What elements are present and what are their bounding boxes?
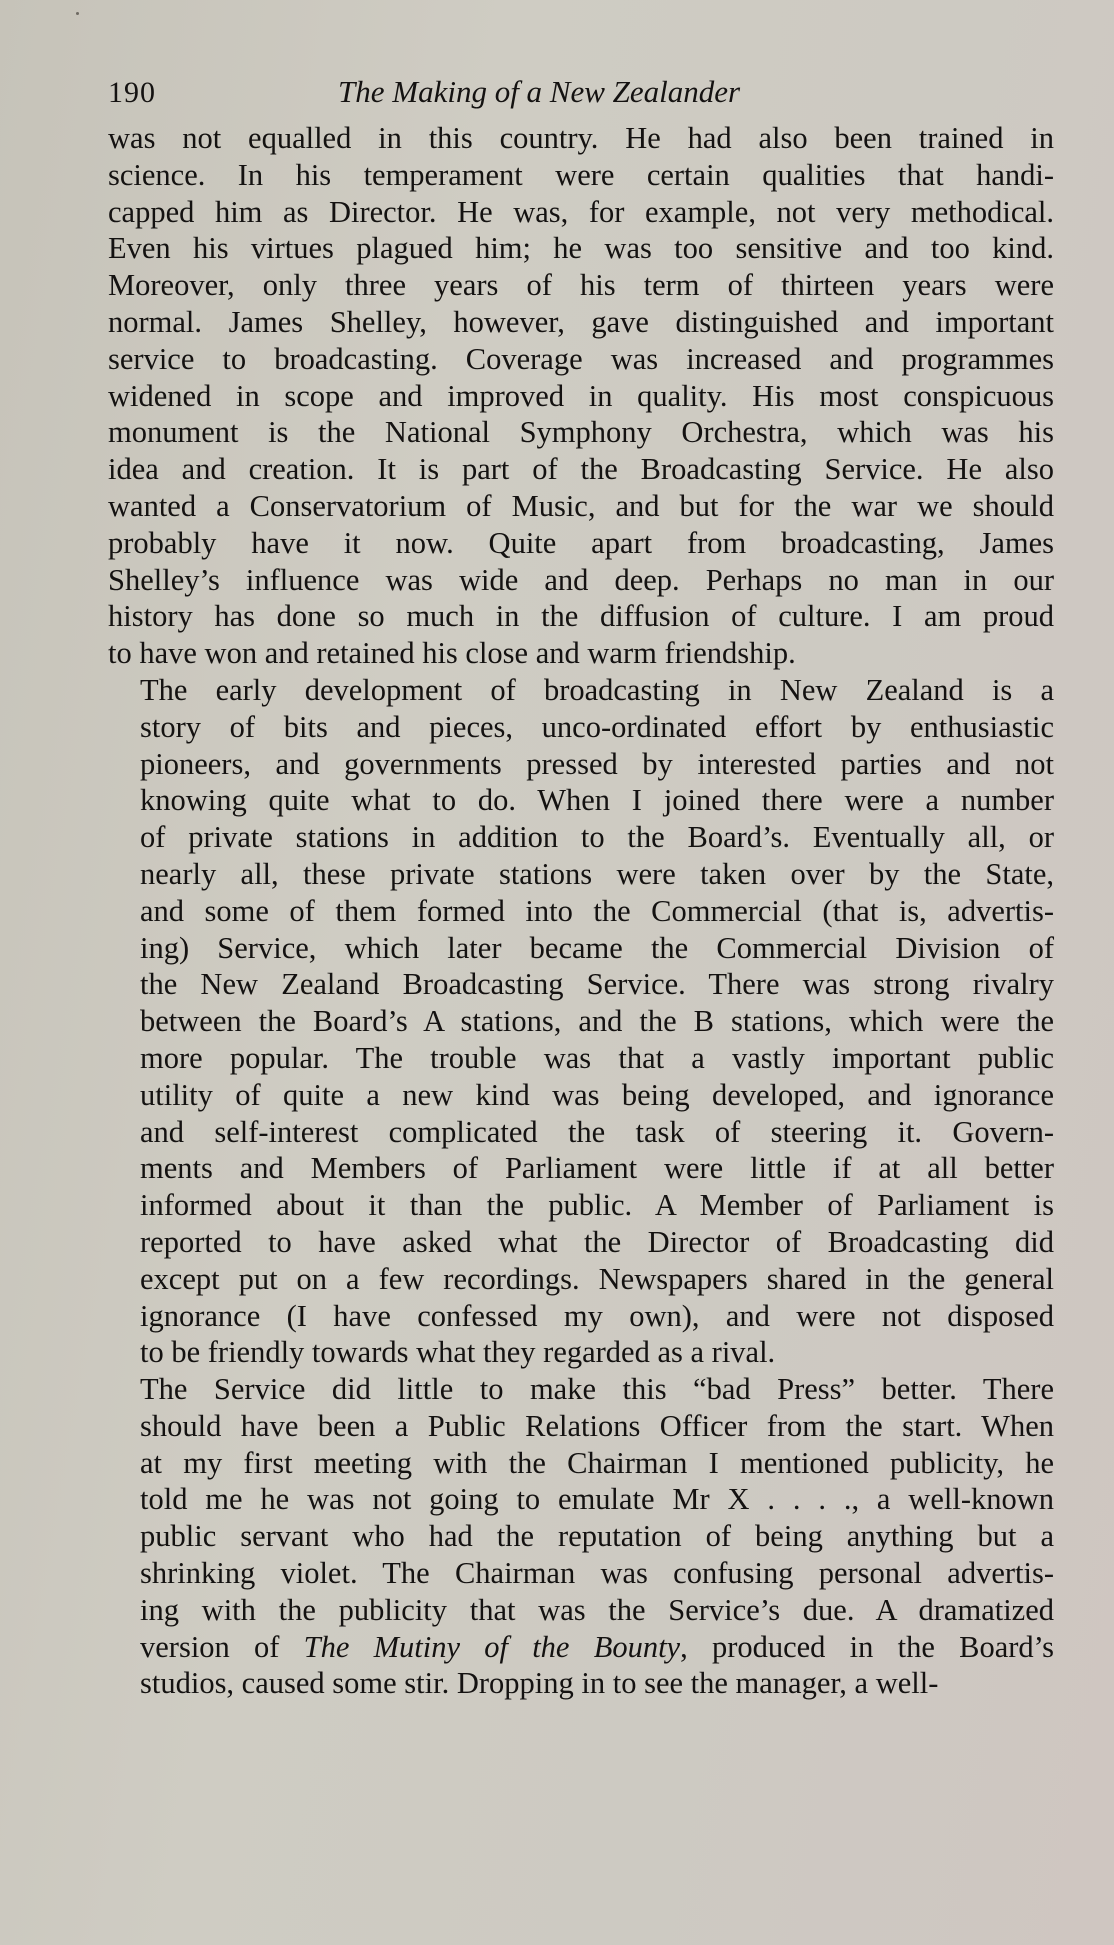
text-line: ments and Members of Parliament were little if at all better [140, 1151, 1054, 1186]
text-line: was not equalled in this country. He had also been trained in [108, 121, 1054, 155]
text-line: knowing quite what to do. When I joined there were a number [140, 783, 1054, 818]
dust-speck [76, 12, 79, 15]
text-line: The Service did little to make this “bad Press” better. There [140, 1372, 1054, 1407]
text-line: told me he was not going to emulate Mr X . . . ., a well-known [140, 1482, 1054, 1517]
text-line: of private stations in addition to the Board’s. Eventually all, or [140, 820, 1054, 855]
text-line: widened in scope and improved in quality. His most conspicuous [108, 378, 1054, 413]
text-line: and some of them formed into the Commercial (that is, advertis- [140, 893, 1054, 928]
text-line: The early development of broadcasting in New Zealand is a [140, 672, 1054, 707]
text-line: version of The Mutiny of the Bounty, produced in the Board’s [140, 1629, 1054, 1664]
text-line: ing) Service, which later became the Commercial Division of [140, 930, 1054, 965]
body-text [108, 120, 1054, 1702]
book-title: The Making of a New Zealander [338, 74, 741, 109]
text-line: normal. James Shelley, however, gave distinguished and important [108, 304, 1054, 339]
italic-title: The Mutiny of the Bounty [303, 1629, 681, 1664]
book-page [108, 66, 1054, 1702]
text-line: history has done so much in the diffusion of culture. I am proud [108, 599, 1054, 634]
text-line: studios, caused some stir. Dropping in to see the manager, a well- [140, 1666, 939, 1701]
text-line: pioneers, and governments pressed by interested parties and not [140, 746, 1054, 781]
text-line: monument is the National Symphony Orchestra, which was his [108, 415, 1054, 450]
text-line: between the Board’s A stations, and the B stations, which were the [140, 1004, 1054, 1039]
running-head [108, 66, 1054, 120]
text-line: informed about it than the public. A Member of Parliament is [140, 1188, 1054, 1223]
text-line: ing with the publicity that was the Service’s due. A dramatized [140, 1592, 1054, 1627]
text-line: ignorance (I have confessed my own), and were not disposed [140, 1298, 1054, 1333]
text-line: Even his virtues plagued him; he was too sensitive and too kind. [108, 231, 1054, 266]
text-line: utility of quite a new kind was being developed, and ignorance [140, 1077, 1054, 1112]
text-line: and self-interest complicated the task of steering it. Govern- [140, 1114, 1054, 1149]
text-line: Shelley’s influence was wide and deep. Perhaps no man in our [108, 562, 1054, 597]
text-line: capped him as Director. He was, for example, not very methodical. [108, 194, 1054, 229]
text-line: should have been a Public Relations Officer from the start. When [140, 1408, 1054, 1443]
text-line: idea and creation. It is part of the Broadcasting Service. He also [108, 452, 1054, 487]
text-line: service to broadcasting. Coverage was increased and programmes [108, 341, 1054, 376]
text-line: probably have it now. Quite apart from broadcasting, James [108, 525, 1054, 560]
text-line: public servant who had the reputation of being anything but a [140, 1519, 1054, 1554]
text-line: the New Zealand Broadcasting Service. There was strong rivalry [140, 967, 1054, 1002]
text-line: Moreover, only three years of his term of thirteen years were [108, 268, 1054, 303]
page-number: 190 [108, 76, 156, 109]
text-line: more popular. The trouble was that a vastly important public [140, 1040, 1054, 1075]
paragraph [108, 120, 1054, 672]
text-line: except put on a few recordings. Newspapers shared in the general [140, 1261, 1054, 1296]
paragraph [108, 1371, 1054, 1702]
text-line: shrinking violet. The Chairman was confusing personal advertis- [140, 1556, 1054, 1591]
text-line: story of bits and pieces, unco-ordinated effort by enthusiastic [140, 709, 1054, 744]
text-line: at my first meeting with the Chairman I mentioned publicity, he [140, 1445, 1054, 1480]
text-line: to have won and retained his close and warm friendship. [108, 636, 796, 671]
text-line: science. In his temperament were certain qualities that handi- [108, 157, 1054, 192]
text-line: to be friendly towards what they regarded as a rival. [140, 1335, 776, 1370]
paragraph [108, 672, 1054, 1371]
text-line: reported to have asked what the Director of Broadcasting did [140, 1224, 1054, 1259]
text-line: nearly all, these private stations were taken over by the State, [140, 856, 1054, 891]
text-line: wanted a Conservatorium of Music, and but for the war we should [108, 488, 1054, 523]
